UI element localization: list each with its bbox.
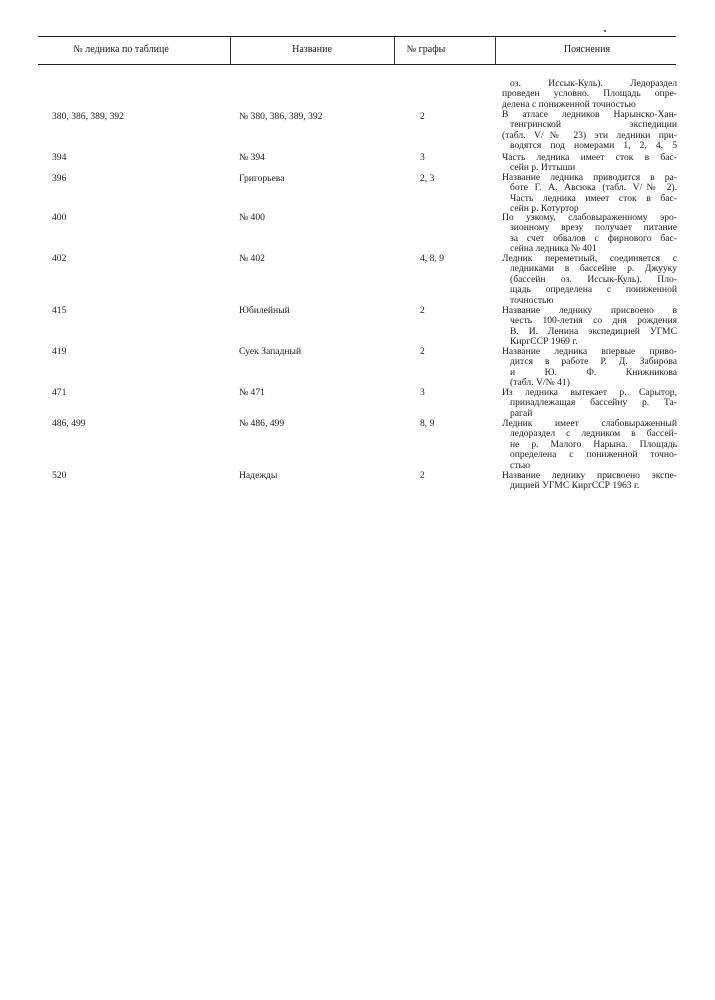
notes-line: определена с пониженной точно- <box>510 449 677 461</box>
notes-line: тенгринской экспедиции <box>510 119 677 131</box>
notes-line: По узкому, слабовыраженному эро- <box>502 212 677 223</box>
glacier-number-cell: 419 <box>52 346 67 357</box>
glacier-number-cell: 486, 499 <box>52 418 86 429</box>
column-number-cell: 2 <box>420 305 425 316</box>
notes-line: В. И. Ленина экспедицией УГМС <box>510 325 677 337</box>
notes-line: зионному врезу получает питание <box>510 222 677 234</box>
glacier-number-cell: 471 <box>52 387 67 398</box>
notes-line: Часть ледника имеет сток в бас- <box>510 192 677 204</box>
notes-line: Название ледника впервые приво- <box>502 346 677 357</box>
notes-line: Ледник имеет слабовыраженный <box>502 418 677 429</box>
column-number-cell: 2 <box>420 470 425 481</box>
notes-cell <box>502 254 677 306</box>
glacier-number-cell: 394 <box>52 152 67 163</box>
notes-line: стью <box>510 459 530 471</box>
header-divider <box>394 37 395 64</box>
notes-line: сейн р. Иттыши <box>510 162 576 174</box>
column-number-cell: 3 <box>420 152 425 163</box>
notes-cell <box>502 153 677 174</box>
notes-line: точностью <box>510 294 554 306</box>
notes-cell <box>502 347 677 389</box>
glacier-number-cell: 520 <box>52 470 67 481</box>
notes-line: рагай <box>510 407 533 419</box>
glacier-name-cell: № 402 <box>239 253 265 264</box>
notes-cell <box>502 173 677 215</box>
column-number-cell: 8, 9 <box>420 418 435 429</box>
column-number-cell: 2 <box>420 346 425 357</box>
notes-line: (табл. V/№ 41) <box>510 377 570 389</box>
notes-line: за счет обвалов с фирнового бас- <box>510 232 677 244</box>
column-number-cell: 4, 8, 9 <box>420 253 444 264</box>
header-glacier-no: № ледника по таблице <box>73 44 169 55</box>
header-name: Название <box>292 44 332 55</box>
notes-line: Ледник переметный, соединяется с <box>502 253 677 264</box>
notes-line: оз. Иссык-Куль). Ледораздел <box>510 78 677 89</box>
glacier-name-cell: Суек Западный <box>239 346 302 357</box>
notes-line: Из ледника вытекает р. Сарытор, <box>502 387 677 398</box>
notes-line: сейна ледника № 401 <box>510 243 597 255</box>
notes-line: проведен условно. Площадь опре- <box>502 88 677 100</box>
notes-line: Название леднику присвоено экспе- <box>502 470 677 481</box>
glacier-name-cell: № 400 <box>239 212 265 223</box>
notes-cell <box>502 306 677 348</box>
header-divider <box>495 37 496 64</box>
notes-cell <box>502 388 677 419</box>
notes-line: боте Г. А. Авсюка (табл. V/№ 2). <box>510 182 677 194</box>
notes-line: Название леднику присвоено в <box>502 305 677 316</box>
notes-line: водятся под номерами 1, 2, 4, 5 <box>510 140 677 152</box>
glacier-name-cell: № 380, 386, 389, 392 <box>239 111 323 122</box>
notes-line: ледниками в бассейне р. Джууку <box>510 263 677 275</box>
header-column-no: № графы <box>406 44 446 55</box>
notes-line: щадь определена с пониженной <box>510 284 677 296</box>
column-number-cell: 3 <box>420 387 425 398</box>
header-notes: Пояснения <box>563 44 611 55</box>
notes-line: и Ю. Ф. Книжникова <box>510 366 677 378</box>
notes-cell <box>502 471 677 492</box>
glacier-name-cell: № 471 <box>239 387 265 398</box>
notes-line: дится в работе Р. Д. Забирова <box>510 356 677 368</box>
notes-line: Часть ледника имеет сток в бас- <box>502 152 677 163</box>
notes-line: В атласе ледников Нарынско-Хан- <box>502 109 677 120</box>
glacier-name-cell: Юбилейный <box>239 305 290 316</box>
notes-line: сейн р. Котуртор <box>510 203 579 215</box>
header-divider <box>230 37 231 64</box>
notes-line: дицией УГМС КиргССР 1963 г. <box>510 480 640 492</box>
notes-line: честь 100-летия со дня рождения <box>510 315 677 327</box>
table-header-rule <box>38 64 676 65</box>
notes-line: КиргССР 1969 г. <box>510 336 578 348</box>
glacier-number-cell: 400 <box>52 212 67 223</box>
notes-line: Название ледника приводится в ра- <box>502 172 677 183</box>
notes-line: не р. Малого Нарына. Площадь <box>510 438 677 450</box>
glacier-name-cell: № 394 <box>239 152 265 163</box>
notes-continuation <box>502 79 677 110</box>
notes-cell <box>502 110 677 152</box>
glacier-number-cell: 415 <box>52 305 67 316</box>
notes-cell <box>502 419 677 471</box>
notes-line: (табл. V/№ 23) эти ледники при- <box>502 129 677 141</box>
notes-line: (бассейн оз. Иссык-Куль). Пло- <box>510 273 677 285</box>
glacier-name-cell: Григорьева <box>239 173 285 184</box>
notes-line: принадлежащая бассейну р. Та- <box>510 397 677 409</box>
notes-line: ледораздел с ледником в бассей- <box>510 428 677 440</box>
glacier-number-cell: 380, 386, 389, 392 <box>52 111 124 122</box>
notes-line: делена с пониженной точностью <box>502 98 636 110</box>
glacier-number-cell: 402 <box>52 253 67 264</box>
table-top-rule <box>38 36 676 37</box>
column-number-cell: 2, 3 <box>420 173 435 184</box>
glacier-name-cell: Надежды <box>239 470 278 481</box>
column-number-cell: 2 <box>420 111 425 122</box>
glacier-name-cell: № 486, 499 <box>239 418 285 429</box>
notes-cell <box>502 213 677 255</box>
glacier-number-cell: 396 <box>52 173 67 184</box>
print-speck <box>604 30 606 32</box>
